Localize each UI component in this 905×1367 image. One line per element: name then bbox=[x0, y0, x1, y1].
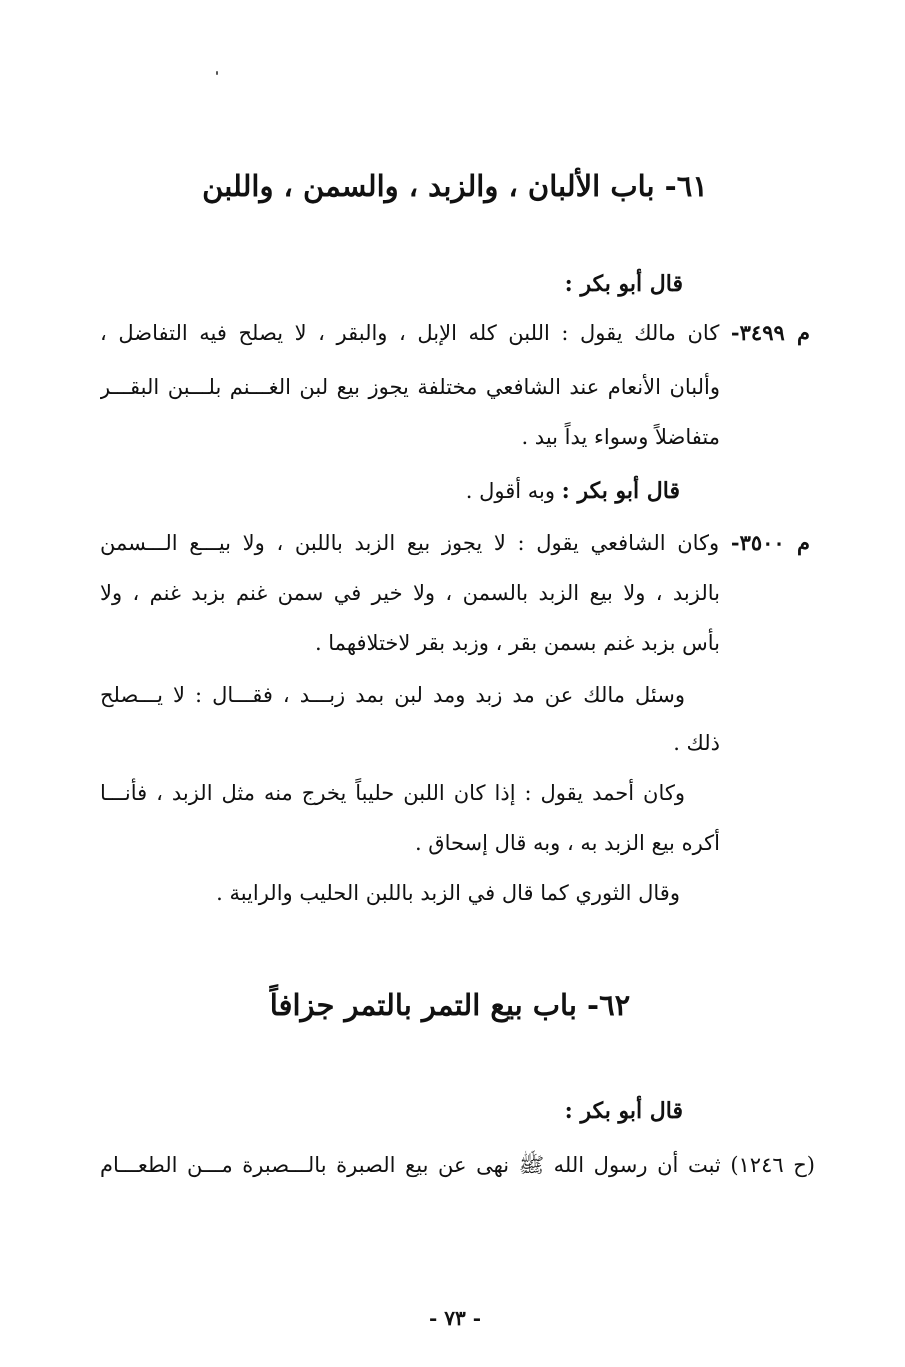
entry-3500-line-3: بأس بزبد غنم بسمن بقر ، وزبد بقر لاختلافهما . bbox=[314, 631, 720, 655]
entry-3500-line-1 bbox=[100, 528, 810, 558]
chapter-heading-62: ٦٢- باب بيع التمر بالتمر جزافاً bbox=[269, 988, 631, 1022]
speaker-abu-bakr-2-text: وبه أقول . bbox=[465, 479, 555, 503]
ahmad-para-line-1: وكان أحمد يقول : إذا كان اللبن حليباً يخرج منه مثل الزبد ، فأنـــا bbox=[100, 781, 685, 805]
speaker-abu-bakr-2-line bbox=[466, 475, 680, 507]
ahmad-para-line-2: أكره بيع الزبد به ، وبه قال إسحاق . bbox=[414, 831, 720, 855]
page-number: - ٧٣ - bbox=[428, 1306, 481, 1330]
speaker-abu-bakr-3: قال أبو بكر : bbox=[564, 1098, 683, 1124]
entry-3500-marker: م ٣٥٠٠- bbox=[730, 530, 810, 555]
malik-para-line-1: وسئل مالك عن مد زبد ومد لبن بمد زبـــد ، فقـــال : لا يـــصلح bbox=[100, 683, 685, 707]
entry-3499-line-3: متفاضلاً وسواء يداً بيد . bbox=[521, 425, 720, 449]
entry-3499-line-2: وألبان الأنعام عند الشافعي مختلفة يجوز بيع لبن الغـــنم بلـــبن البقـــر bbox=[100, 375, 720, 399]
speaker-abu-bakr-2: قال أبو بكر : bbox=[561, 478, 680, 504]
entry-3500-text-1: وكان الشافعي يقول : لا يجوز بيع الزبد باللبن ، ولا بيـــع الـــسمن bbox=[100, 531, 720, 555]
entry-3499-line-1 bbox=[100, 318, 810, 348]
entry-3499-marker: م ٣٤٩٩- bbox=[730, 320, 810, 345]
entry-3500-line-2: بالزبد ، ولا بيع الزبد بالسمن ، ولا خير في سمن غنم بزبد غنم ، ولا bbox=[100, 581, 720, 605]
thawri-para: وقال الثوري كما قال في الزبد باللبن الحليب والرايبة . bbox=[216, 881, 680, 905]
print-speck bbox=[216, 71, 218, 75]
entry-3499-text-1: كان مالك يقول : اللبن كله الإبل ، والبقر ، لا يصلح فيه التفاضل ، bbox=[100, 321, 720, 345]
chapter-heading-61: ٦١- باب الألبان ، والزبد ، والسمن ، واللبن bbox=[202, 169, 708, 203]
malik-para-line-2: ذلك . bbox=[673, 731, 720, 755]
hadith-1246-line: (ح ١٢٤٦) ثبت أن رسول الله ﷺ نهى عن بيع الصبرة بالـــصبرة مـــن الطعـــام bbox=[100, 1153, 815, 1177]
speaker-abu-bakr-1: قال أبو بكر : bbox=[564, 271, 683, 297]
